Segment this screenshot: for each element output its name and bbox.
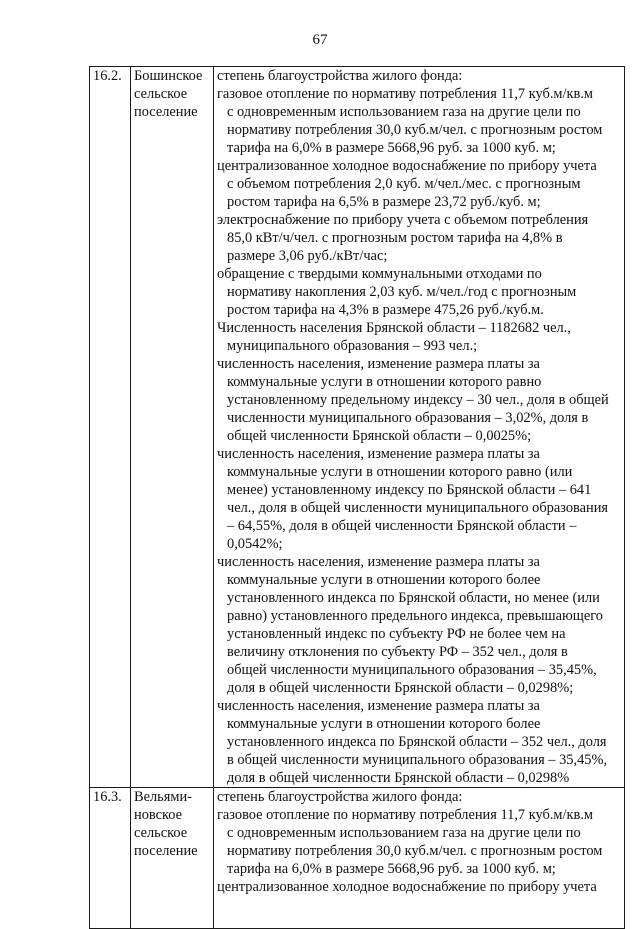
description-line: численность населения, изменение размера платы за <box>217 554 540 570</box>
description-line: общей численности муниципального образования – 35,45%, <box>227 662 597 678</box>
description-line: тарифа на 6,0% в размере 5668,96 руб. за 1000 куб. м; <box>227 861 556 877</box>
row-number: 16.3. <box>90 788 131 929</box>
description-line: коммунальные услуги в отношении которого более <box>227 572 541 588</box>
settlement-name-line: поселение <box>134 843 198 859</box>
description-line: нормативу потребления 30,0 куб.м/чел. с прогнозным ростом <box>227 843 603 859</box>
description-line: – 64,55%, доля в общей численности Брянской области – <box>227 518 577 534</box>
description-line: размере 3,06 руб./кВт/час; <box>227 248 388 264</box>
description-line: доля в общей численности Брянской области – 0,0298% <box>227 770 570 786</box>
description-line: численность населения, изменение размера платы за <box>217 446 540 462</box>
description-line: чел., доля в общей численности муниципального образования <box>227 500 609 516</box>
description-line: обращение с твердыми коммунальными отходами по <box>217 266 542 282</box>
description-line: степень благоустройства жилого фонда: <box>217 68 463 84</box>
description-line: тарифа на 6,0% в размере 5668,96 руб. за 1000 куб. м; <box>227 140 556 156</box>
description-line: равно) установленного предельного индекса, превышающего <box>227 608 603 624</box>
description-line: с объемом потребления 2,0 куб. м/чел./мес. с прогнозным <box>227 176 581 192</box>
description-line: газовое отопление по нормативу потребления 11,7 куб.м/кв.м <box>217 807 594 823</box>
description-line: 0,0542%; <box>227 536 283 552</box>
description-line: установленному предельному индексу – 30 чел., доля в общей <box>227 392 609 408</box>
description-line: газовое отопление по нормативу потребления 11,7 куб.м/кв.м <box>217 86 594 102</box>
description-line: менее) установленному индексу по Брянской области – 641 <box>227 482 592 498</box>
settlement-name <box>131 67 214 788</box>
description-line: ростом тарифа на 6,5% в размере 23,72 руб./куб. м; <box>227 194 541 210</box>
description-line: с одновременным использованием газа на другие цели по <box>227 104 581 120</box>
settlement-name-line: Бошинское <box>134 68 203 84</box>
settlement-name-line: сельское <box>134 86 188 102</box>
settlement-description <box>214 67 625 788</box>
settlement-name-line: сельское <box>134 825 188 841</box>
description-line: Численность населения Брянской области – 1182682 чел., <box>217 320 571 336</box>
description-line: коммунальные услуги в отношении которого равно <box>227 374 542 390</box>
description-line: установленный индекс по субъекту РФ не более чем на <box>227 626 566 642</box>
table-row <box>90 67 625 788</box>
description-line: численность населения, изменение размера платы за <box>217 698 540 714</box>
description-line: централизованное холодное водоснабжение по прибору учета <box>217 879 597 895</box>
description-line: нормативу накопления 2,03 куб. м/чел./год с прогнозным <box>227 284 577 300</box>
settlement-name-line: новское <box>134 807 183 823</box>
settlement-name-line: Вельями- <box>134 789 192 805</box>
description-line: ростом тарифа на 4,3% в размере 475,26 руб./куб.м. <box>227 302 544 318</box>
row-number: 16.2. <box>90 67 131 788</box>
description-line: электроснабжение по прибору учета с объемом потребления <box>217 212 589 228</box>
settlements-table <box>89 66 625 929</box>
description-line: в общей численности муниципального образования – 35,45%, <box>227 752 608 768</box>
table-row <box>90 788 625 929</box>
description-line: коммунальные услуги в отношении которого равно (или <box>227 464 573 480</box>
settlement-name-line: поселение <box>134 104 198 120</box>
settlement-description <box>214 788 625 929</box>
description-line: численности муниципального образования – 3,02%, доля в <box>227 410 589 426</box>
description-line: величину отклонения по субъекту РФ – 352 чел., доля в <box>227 644 568 660</box>
description-line: доля в общей численности Брянской области – 0,0298%; <box>227 680 574 696</box>
description-line: 85,0 кВт/ч/чел. с прогнозным ростом тарифа на 4,8% в <box>227 230 563 246</box>
description-line: нормативу потребления 30,0 куб.м/чел. с прогнозным ростом <box>227 122 603 138</box>
settlement-name <box>131 788 214 929</box>
description-line: с одновременным использованием газа на другие цели по <box>227 825 581 841</box>
description-line: централизованное холодное водоснабжение по прибору учета <box>217 158 597 174</box>
description-line: коммунальные услуги в отношении которого более <box>227 716 541 732</box>
description-line: установленного индекса по Брянской области – 352 чел., доля <box>227 734 607 750</box>
description-line: установленного индекса по Брянской области, но менее (или <box>227 590 600 606</box>
page-number: 67 <box>312 32 328 48</box>
description-line: муниципального образования – 993 чел.; <box>227 338 478 354</box>
description-line: степень благоустройства жилого фонда: <box>217 789 463 805</box>
description-line: численность населения, изменение размера платы за <box>217 356 540 372</box>
description-line: общей численности Брянской области – 0,0025%; <box>227 428 532 444</box>
